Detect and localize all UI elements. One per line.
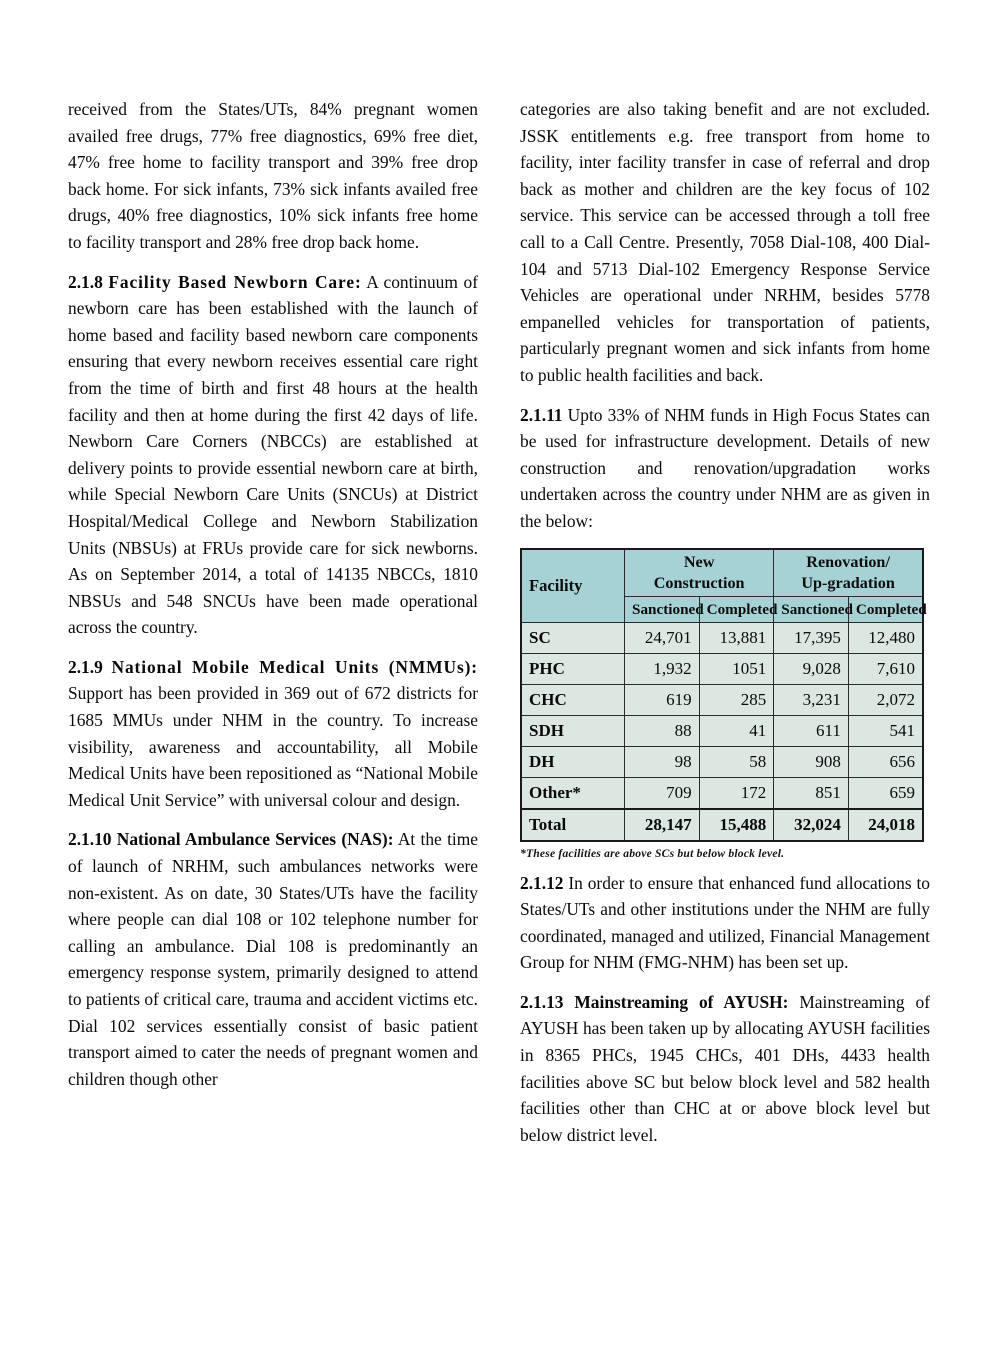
- section-number-2-1-12: 2.1.12: [520, 872, 564, 893]
- paragraph-text: received from the States/UTs, 84% pregnant women availed free drugs, 77% free diagnostics, 69% free diet, 47% free home to facility transport and 39% free drop back home. For sick infants, 73% sick infants availed free drugs, 40% free diagnostics, 10% sick infants free home to facility transport and 28% free drop back home.: [68, 99, 478, 252]
- cell-renovation-completed: 656: [848, 746, 923, 777]
- cell-renovation-sanctioned: 17,395: [774, 622, 849, 653]
- section-number-2-1-9: 2.1.9: [68, 656, 103, 677]
- section-number-2-1-11: 2.1.11: [520, 404, 563, 425]
- paragraph-text: In order to ensure that enhanced fund allocations to States/UTs and other institutions under the NHM are fully coordinated, managed and utilized, Financial Management Group for NHM (FMG-NHM) has been set up.: [520, 872, 930, 973]
- cell-renovation-completed: 659: [848, 777, 923, 809]
- cell-renovation-completed: 2,072: [848, 684, 923, 715]
- row-label: Other*: [521, 777, 625, 809]
- column-header-new-construction: [625, 549, 774, 597]
- paragraph-2-1-11: [520, 402, 930, 535]
- column-header-renovation-line1: Renovation/: [806, 552, 890, 571]
- section-number-2-1-10: 2.1.10: [68, 829, 112, 850]
- cell-renovation-sanctioned: 3,231: [774, 684, 849, 715]
- cell-renovation-sanctioned: 9,028: [774, 653, 849, 684]
- column-header-renovation-completed: Completed: [848, 596, 923, 622]
- paragraph-text: A continuum of newborn care has been established with the launch of home based and facility based newborn care components ensuring that every newborn receives essential care right from the time of birth and first 48 hours at the health facility and then at home during the first 42 days of life. Newborn Care Corners (NBCCs) are established at delivery points to provide essential newborn care at birth, while Special Newborn Care Units (SNCUs) at District Hospital/Medical College and Newborn Stabilization Units (NBSUs) at FRUs provide care for sick newborns. As on September 2014, a total of 14135 NBCCs, 1810 NBSUs and 548 SNCUs have been made operational across the country.: [68, 271, 478, 638]
- section-number-2-1-8: 2.1.8: [68, 271, 103, 292]
- table-footnote: *These facilities are above SCs but below block level.: [520, 846, 785, 860]
- row-label: DH: [521, 746, 625, 777]
- table-row: [521, 653, 923, 684]
- cell-new-sanctioned: 619: [625, 684, 700, 715]
- spacer: [563, 992, 574, 1012]
- cell-renovation-sanctioned: 611: [774, 715, 849, 746]
- paragraph-2-1-12: [520, 870, 930, 976]
- infrastructure-table-wrapper: [520, 548, 927, 842]
- row-label: PHC: [521, 653, 625, 684]
- table-row: [521, 622, 923, 653]
- column-header-renovation-sanctioned: Sanctioned: [774, 596, 849, 622]
- cell-new-completed: 13,881: [699, 622, 774, 653]
- cell-new-completed: 58: [699, 746, 774, 777]
- cell-renovation-completed: 12,480: [848, 622, 923, 653]
- column-header-renovation-line2: Up-gradation: [801, 573, 895, 592]
- row-label: SDH: [521, 715, 625, 746]
- cell-new-sanctioned: 1,932: [625, 653, 700, 684]
- paragraph-text: At the time of launch of NRHM, such ambulances networks were non-existent. As on date, 30 States/UTs have the facility where people can dial 108 or 102 telephone number for calling an ambulance. Dial 108 is predominantly an emergency response system, primarily designed to attend to patients of critical care, trauma and accident victims etc. Dial 102 services essentially consist of basic patient transport aimed to cater the needs of pregnant women and children though other: [68, 829, 478, 1089]
- column-header-facility-label: Facility: [529, 576, 583, 595]
- column-header-new-line1: New: [683, 552, 715, 571]
- cell-new-completed: 285: [699, 684, 774, 715]
- cell-total-renovation-sanctioned: 32,024: [774, 809, 849, 841]
- table-row: [521, 777, 923, 809]
- table-total-row: [521, 809, 923, 841]
- table-row: [521, 684, 923, 715]
- left-column: [68, 96, 478, 1216]
- paragraph-jssk-continuation: [68, 96, 478, 256]
- cell-new-completed: 172: [699, 777, 774, 809]
- cell-renovation-sanctioned: 851: [774, 777, 849, 809]
- column-header-new-line2: Construction: [653, 573, 745, 592]
- paragraph-text: Upto 33% of NHM funds in High Focus States can be used for infrastructure development. Details of new construction and renovation/upgradation works undertaken across the country under NHM are as given in the below:: [520, 404, 930, 531]
- cell-new-completed: 1051: [699, 653, 774, 684]
- paragraph-text: Support has been provided in 369 out of 672 districts for 1685 MMUs under NHM in the country. To increase visibility, awareness and accountability, all Mobile Medical Units have been repositioned as “National Mobile Medical Unit Service” with universal colour and design.: [68, 683, 478, 810]
- cell-new-completed: 41: [699, 715, 774, 746]
- cell-renovation-completed: 541: [848, 715, 923, 746]
- row-label: SC: [521, 622, 625, 653]
- right-column: [520, 96, 930, 1216]
- row-label-total: Total: [521, 809, 625, 841]
- table-header-row-groups: [521, 549, 923, 597]
- section-heading-2-1-8: Facility Based Newborn Care:: [108, 271, 362, 292]
- paragraph-2-1-13: [520, 989, 930, 1149]
- paragraph-2-1-10: [68, 826, 478, 1092]
- paragraph-102-continuation: [520, 96, 930, 389]
- cell-total-renovation-completed: 24,018: [848, 809, 923, 841]
- column-header-facility: [521, 549, 625, 623]
- column-header-new-sanctioned: Sanctioned: [625, 596, 700, 622]
- infrastructure-works-table: [520, 548, 927, 842]
- cell-renovation-completed: 7,610: [848, 653, 923, 684]
- cell-new-sanctioned: 98: [625, 746, 700, 777]
- section-number-2-1-13: 2.1.13: [520, 991, 564, 1012]
- section-heading-2-1-10: National Ambulance Services (NAS):: [116, 829, 394, 850]
- cell-renovation-sanctioned: 908: [774, 746, 849, 777]
- section-heading-2-1-13: Mainstreaming of AYUSH:: [574, 991, 789, 1012]
- two-column-body: [68, 96, 930, 1216]
- column-header-renovation-upgradation: [774, 549, 923, 597]
- row-label: CHC: [521, 684, 625, 715]
- paragraph-text: Mainstreaming of AYUSH has been taken up by allocating AYUSH facilities in 8365 PHCs, 1945 CHCs, 401 DHs, 4433 health facilities above SC but below block level and 582 health facilities other than CHC at or above block level but below district level.: [520, 991, 931, 1145]
- table-head: [521, 549, 927, 623]
- table-row: [521, 715, 923, 746]
- paragraph-text: categories are also taking benefit and are not excluded. JSSK entitlements e.g. free transport from home to facility, inter facility transfer in case of referral and drop back as mother and children are the key focus of 102 service. This service can be accessed through a toll free call to a Call Centre. Presently, 7058 Dial-108, 400 Dial-104 and 5713 Dial-102 Emergency Response Service Vehicles are operational under NRHM, besides 5778 empanelled vehicles for transportation of patients, particularly pregnant women and sick infants from home to public health facilities and back.: [520, 99, 930, 385]
- table-row: [521, 746, 923, 777]
- section-heading-2-1-9: National Mobile Medical Units (NMMUs):: [111, 656, 478, 677]
- paragraph-2-1-8: [68, 269, 478, 641]
- table-body: [521, 622, 923, 841]
- cell-new-sanctioned: 88: [625, 715, 700, 746]
- cell-new-sanctioned: 709: [625, 777, 700, 809]
- cell-total-new-sanctioned: 28,147: [625, 809, 700, 841]
- cell-new-sanctioned: 24,701: [625, 622, 700, 653]
- paragraph-2-1-9: [68, 654, 478, 814]
- cell-total-new-completed: 15,488: [699, 809, 774, 841]
- column-header-new-completed: Completed: [699, 596, 774, 622]
